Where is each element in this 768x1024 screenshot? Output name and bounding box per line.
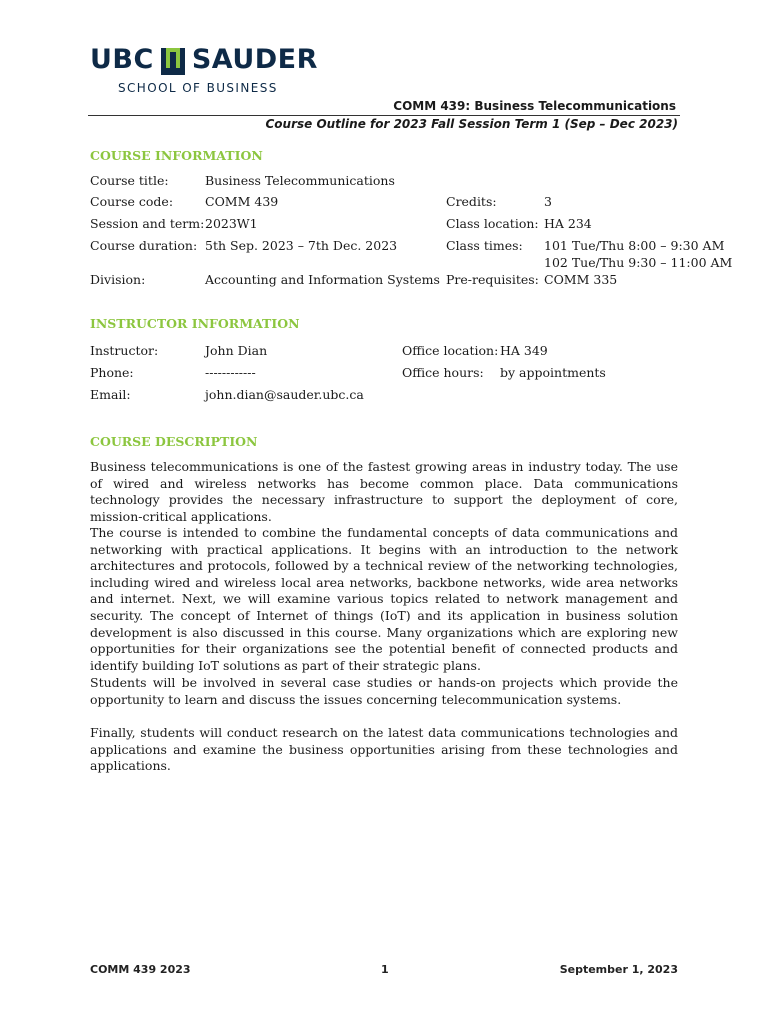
class-times-label: Class times: [446, 238, 523, 253]
division-value: Accounting and Information Systems [205, 272, 440, 287]
logo-ubc-text: UBC [90, 44, 154, 75]
ubc-shield-icon [160, 46, 186, 76]
class-location-value: HA 234 [544, 216, 592, 231]
description-paragraph-3: Students will be involved in several case studies or hands-on projects which provide the opportunity to learn and discuss the issues concerning telecommunication systems. [90, 675, 678, 707]
duration-label: Course duration: [90, 238, 198, 253]
office-location-label: Office location: [402, 343, 499, 358]
description-paragraph-1: Business telecommunications is one of the fastest growing areas in industry today. The use of wired and wireless networks has become common place. Data communications technology provides the necessary infrastructure to support the deployment of core, mission-critical applications. [90, 459, 678, 524]
office-location-value: HA 349 [500, 343, 548, 358]
credits-value: 3 [544, 194, 552, 209]
session-value: 2023W1 [205, 216, 258, 231]
header-divider [88, 115, 680, 116]
header-outline-subtitle: Course Outline for 2023 Fall Session Term 1 (Sep – Dec 2023) [265, 117, 678, 131]
course-title-value: Business Telecommunications [205, 173, 395, 188]
credits-label: Credits: [446, 194, 497, 209]
phone-value: ------------ [205, 365, 256, 380]
session-label: Session and term: [90, 216, 205, 231]
division-label: Division: [90, 272, 146, 287]
section-title-instructor-information: INSTRUCTOR INFORMATION [90, 316, 300, 331]
class-location-label: Class location: [446, 216, 539, 231]
section-title-course-information: COURSE INFORMATION [90, 148, 263, 163]
footer-course-year: COMM 439 2023 [90, 963, 191, 976]
description-paragraph-4: Finally, students will conduct research on the latest data communications technologies and applications and examine the business opportunities arising from these technologies and applications. [90, 725, 678, 774]
logo-subtitle: SCHOOL OF BUSINESS [118, 81, 278, 95]
ubc-sauder-logo [90, 44, 318, 75]
email-link[interactable]: john.dian@sauder.ubc.ca [205, 387, 364, 402]
prereq-value: COMM 335 [544, 272, 618, 287]
logo-sauder-text: SAUDER [191, 44, 318, 75]
footer-page-number: 1 [381, 963, 389, 976]
instructor-label: Instructor: [90, 343, 159, 358]
footer-date: September 1, 2023 [559, 963, 678, 976]
email-label: Email: [90, 387, 131, 402]
course-code-value: COMM 439 [205, 194, 279, 209]
instructor-value: John Dian [205, 343, 268, 358]
office-hours-label: Office hours: [402, 365, 484, 380]
class-times-section-101: 101 Tue/Thu 8:00 – 9:30 AM [544, 238, 725, 253]
course-code-label: Course code: [90, 194, 174, 209]
class-times-section-102: 102 Tue/Thu 9:30 – 11:00 AM [544, 255, 733, 270]
office-hours-value: by appointments [500, 365, 606, 380]
section-title-course-description: COURSE DESCRIPTION [90, 434, 258, 449]
header-course-title: COMM 439: Business Telecommunications [393, 99, 676, 113]
duration-value: 5th Sep. 2023 – 7th Dec. 2023 [205, 238, 398, 253]
phone-label: Phone: [90, 365, 134, 380]
prereq-label: Pre-requisites: [446, 272, 539, 287]
description-paragraph-2: The course is intended to combine the fundamental concepts of data communications and networking with practical applications. It begins with an introduction to the network architectures and protocols, followed by a technical review of the networking technologies, including wired and wireless local area networks, backbone networks, wide area networks and internet. Next, we will examine various topics related to network management and security. The concept of Internet of things (IoT) and its application in business solution development is also discussed in this course. Many organizations which are exploring new opportunities for their organizations see the potential benefit of connected products and identify building IoT solutions as part of their strategic plans. [90, 525, 678, 673]
course-title-label: Course title: [90, 173, 169, 188]
